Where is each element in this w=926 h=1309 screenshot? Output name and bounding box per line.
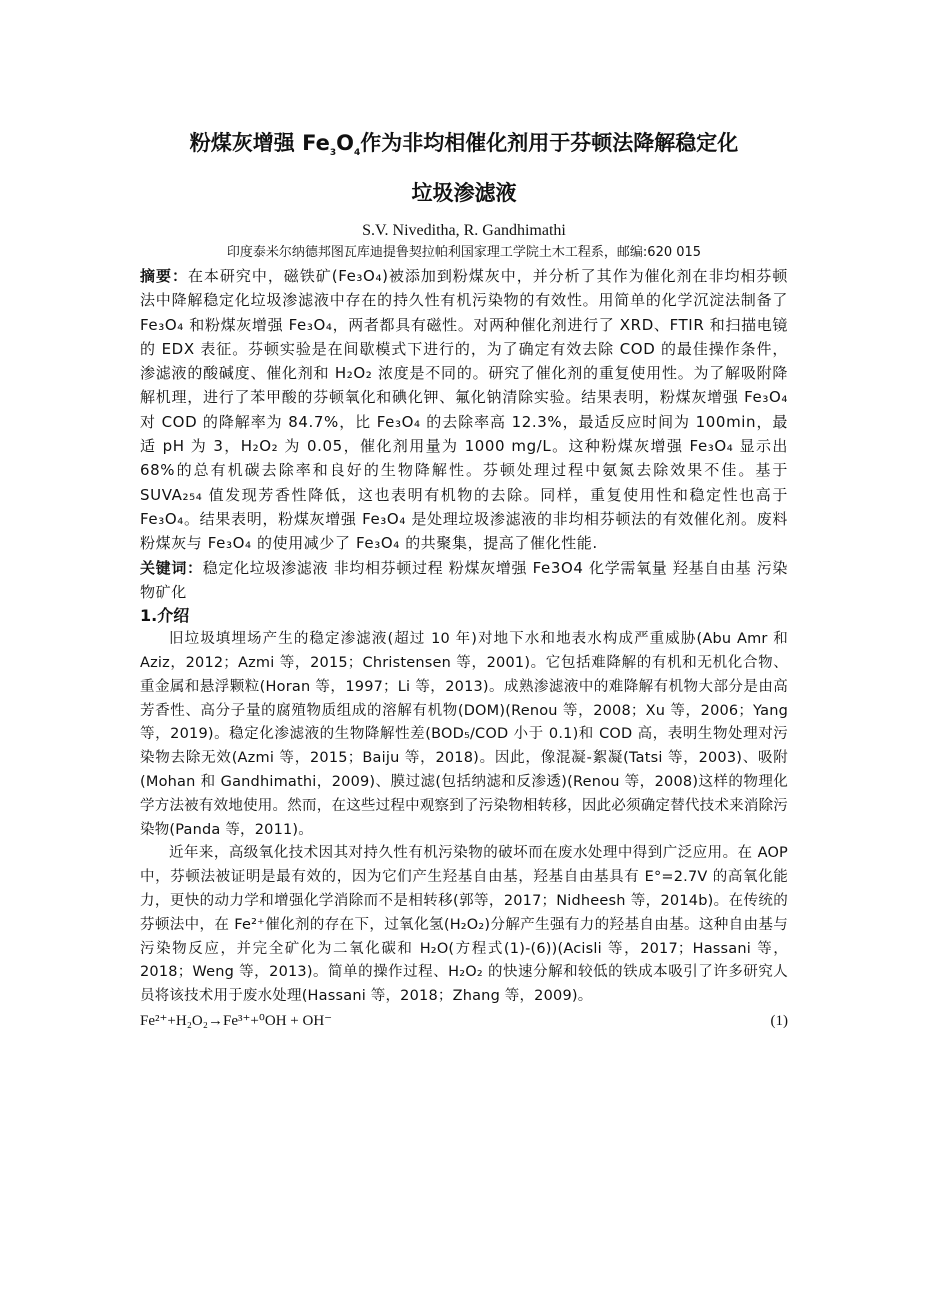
keywords — [140, 556, 788, 605]
intro-paragraph-2: 近年来，高级氧化技术因其对持久性有机污染物的破坏而在废水处理中得到广泛应用。在 AOP 中，芬顿法被证明是最有效的，因为它们产生羟基自由基，羟基自由基具有 E°=2.7V 的高氧化能力，更快的动力学和增强化学消除而不是相转移(郭等，2017；Nidheesh 等，2014b)。在传统的芬顿法中，在 Fe²⁺催化剂的存在下，过氧化氢(H₂O₂)分解产生强有力的羟基自由基。这种自由基与污染物反应，并完全矿化为二氧化碳和 H₂O(方程式(1)-(6))(Acisli 等，2017；Hassani 等，2018；Weng 等，2013)。简单的操作过程、H₂O₂ 的快速分解和较低的铁成本吸引了许多研究人员将该技术用于废水处理(Hassani 等，2018；Zhang 等，2009)。 — [140, 845, 788, 1005]
keywords-label: 关键词： — [140, 558, 203, 577]
authors: S.V. Niveditha, R. Gandhimathi — [362, 222, 566, 239]
intro-paragraph-1: 旧垃圾填埋场产生的稳定渗滤液(超过 10 年)对地下水和地表水构成严重威胁(Abu Amr 和 Aziz，2012；Azmi 等，2015；Christensen 等，2001)。它包括难降解的有机和无机化合物、重金属和悬浮颗粒(Horan 等，1997；Li 等，2013)。成熟渗滤液中的难降解有机物大部分是由高芳香性、高分子量的腐殖物质组成的溶解有机物(DOM)(Renou 等，2008；Xu 等，2006；Yang 等，2019)。稳定化渗滤液的生物降解性差(BOD₅/COD 小于 0.1)和 COD 高，表明生物处理对污染物去除无效(Azmi 等，2015；Baiju 等，2018)。因此，像混凝-絮凝(Tatsi 等，2003)、吸附(Mohan 和 Gandhimathi，2009)、膜过滤(包括纳滤和反渗透)(Renou 等，2008)这样的物理化学方法被有效地使用。然而，在这些过程中观察到了污染物相转移，因此必须确定替代技术来消除污染物(Panda 等，2011)。 — [140, 631, 788, 838]
equation-text: Fe²⁺+H₂O₂→Fe³⁺+⁰OH + OH⁻ — [140, 1012, 333, 1029]
paper-title — [140, 118, 788, 218]
title-line1-suffix: 作为非均相催化剂用于芬顿法降解稳定化 — [360, 131, 739, 155]
title-sub-4: 4 — [353, 148, 361, 159]
section-heading: 1.介绍 — [140, 606, 190, 626]
title-sub-3: 3 — [329, 148, 337, 159]
title-line1-mid: O — [336, 131, 354, 155]
keywords-text: 稳定化垃圾渗滤液 非均相芬顿过程 粉煤灰增强 Fe3O4 化学需氧量 羟基自由基 污染物矿化 — [140, 558, 788, 601]
title-line2: 垃圾渗滤液 — [411, 181, 517, 205]
title-line1-prefix: 粉煤灰增强 Fe — [189, 131, 330, 155]
abstract-label: 摘要： — [140, 267, 188, 285]
abstract-text: 在本研究中，磁铁矿(Fe₃O₄)被添加到粉煤灰中，并分析了其作为催化剂在非均相芬顿法中降解稳定化垃圾渗滤液中存在的持久性有机污染物的有效性。用简单的化学沉淀法制备了 Fe₃O₄ 和粉煤灰增强 Fe₃O₄，两者都具有磁性。对两种催化剂进行了 XRD、FTIR 和扫描电镜的 EDX 表征。芬顿实验是在间歇模式下进行的，为了确定有效去除 COD 的最佳操作条件，渗滤液的酸碱度、催化剂和 H₂O₂ 浓度是不同的。研究了催化剂的重复使用性。为了解吸附降解机理，进行了苯甲酸的芬顿氧化和碘化钾、氟化钠清除实验。结果表明，粉煤灰增强 Fe₃O₄ 对 COD 的降解率为 84.7%，比 Fe₃O₄ 的去除率高 12.3%，最适反应时间为 100min，最适 pH 为 3，H₂O₂ 为 0.05，催化剂用量为 1000 mg/L。这种粉煤灰增强 Fe₃O₄ 显示出 68%的总有机碳去除率和良好的生物降解性。芬顿处理过程中氨氮去除效果不佳。基于 SUVA₂₅₄ 值发现芳香性降低，这也表明有机物的去除。同样，重复使用性和稳定性也高于 Fe₃O₄。结果表明，粉煤灰增强 Fe₃O₄ 是处理垃圾渗滤液的非均相芬顿法的有效催化剂。废料粉煤灰与 Fe₃O₄ 的使用减少了 Fe₃O₄ 的共聚集，提高了催化性能. — [140, 267, 788, 553]
abstract — [140, 264, 788, 556]
paper-page — [140, 118, 788, 1033]
affiliation: 印度泰米尔纳德邦图瓦库迪提鲁契拉帕利国家理工学院土木工程系，邮编:620 015 — [226, 245, 702, 260]
equation-1 — [140, 1009, 788, 1033]
equation-number: (1) — [770, 1012, 788, 1029]
